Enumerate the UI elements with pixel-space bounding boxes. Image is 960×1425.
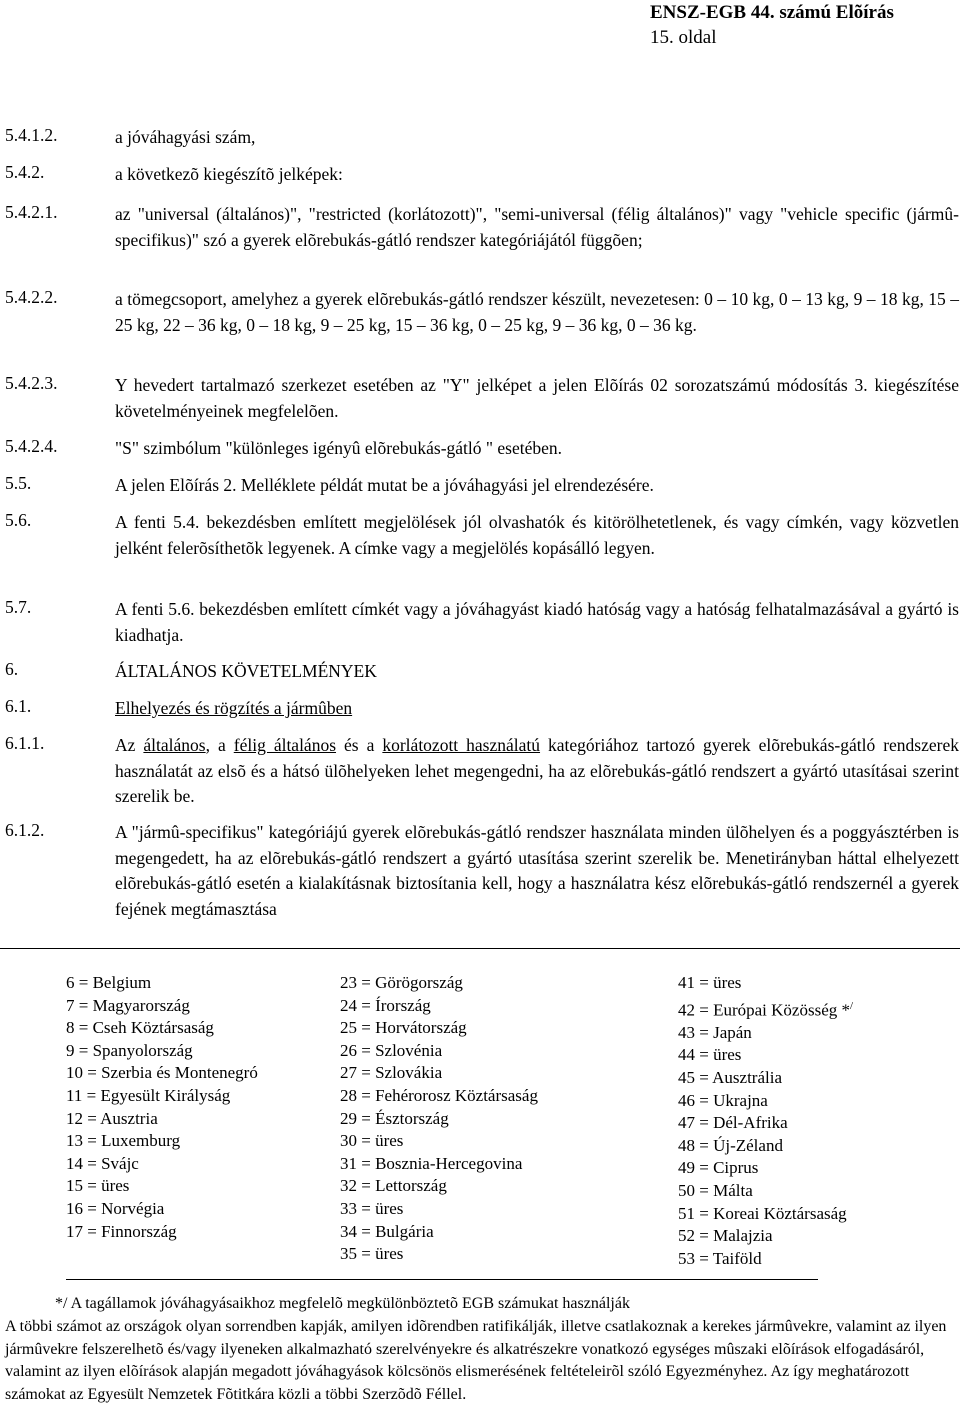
country-code-item: 11 = Egyesült Királyság bbox=[66, 1085, 231, 1105]
section-text: A jelen Elõírás 2. Melléklete példát mutat be a jóváhagyási jel elrendezésére. bbox=[115, 475, 654, 495]
country-code-item: 33 = üres bbox=[340, 1198, 404, 1218]
country-code-item: 26 = Szlovénia bbox=[340, 1040, 443, 1060]
section-number: 6.1.2. bbox=[5, 820, 45, 840]
country-code-item: 30 = üres bbox=[340, 1131, 404, 1151]
section-6-1-1 bbox=[5, 733, 959, 810]
section-6 bbox=[5, 659, 959, 685]
country-code-item: 6 = Belgium bbox=[66, 973, 152, 992]
section-number: 5.4.2.4. bbox=[5, 436, 58, 456]
country-code-item: 34 = Bulgária bbox=[340, 1221, 434, 1241]
country-code-item: 46 = Ukrajna bbox=[678, 1090, 768, 1110]
country-code-item: 14 = Svájc bbox=[66, 1153, 139, 1173]
country-code-item: 10 = Szerbia és Montenegró bbox=[66, 1063, 258, 1083]
footnote-paragraph: A többi számot az országok olyan sorrendben kapják, amilyen idõrendben ratifikálják, illetve csatlakoznak a kerekes jármûvekre, valamint az ilyen jármûvekre felszerelhetõ és/vagy ilyeneken alkalmazható szerelvényekre és alkatrészekre vonatkozó egységes mûszaki elõírások elfogadásáról, valamint az ilyen elõírások alapján megadott jóváhagyások kölcsönös elismerésének feltételeirõl szóló Egyezményhez. Az így meghatározott számokat az Egyesült Nemzetek Fõtitkára közli a többi Szerzõdõ Féllel. bbox=[5, 1318, 947, 1404]
page-header bbox=[650, 0, 950, 50]
country-code-item: 7 = Magyarország bbox=[66, 995, 190, 1015]
country-code-item: 47 = Dél-Afrika bbox=[678, 1113, 788, 1133]
section-5-4-1-2 bbox=[5, 125, 959, 151]
country-code-item: 44 = üres bbox=[678, 1045, 742, 1065]
section-number: 5.4.2.3. bbox=[5, 373, 58, 393]
regulation-title: ENSZ-EGB 44. számú Elõírás bbox=[650, 2, 894, 23]
footnote-separator bbox=[0, 948, 960, 949]
underlined-term: korlátozott használatú bbox=[382, 735, 541, 755]
page-number: 15. oldal bbox=[650, 27, 717, 48]
section-5-6 bbox=[5, 510, 959, 561]
section-text: "S" szimbólum "különleges igényû elõrebukás-gátló " esetében. bbox=[115, 438, 563, 458]
country-code-item: 35 = üres bbox=[340, 1244, 404, 1264]
footnote-marker: / bbox=[850, 999, 854, 1012]
country-code-item: 43 = Japán bbox=[678, 1022, 752, 1042]
section-5-5 bbox=[5, 473, 959, 499]
section-text: a jóváhagyási szám, bbox=[115, 127, 256, 147]
country-code-item: 27 = Szlovákia bbox=[340, 1063, 443, 1083]
section-text: A fenti 5.6. bekezdésben említett címkét vagy a jóváhagyást kiadó hatóság vagy a hatóság felhatalmazásával a gyártó is kiadhatja. bbox=[115, 599, 959, 645]
country-column-3 bbox=[678, 972, 853, 1270]
section-text: a következõ kiegészítõ jelképek: bbox=[115, 164, 343, 184]
country-code-item: 32 = Lettország bbox=[340, 1176, 447, 1196]
section-5-7 bbox=[5, 597, 959, 648]
section-number: 6.1. bbox=[5, 696, 32, 716]
country-code-item: 51 = Koreai Köztársaság bbox=[678, 1203, 847, 1223]
section-text: A "jármû-specifikus" kategóriájú gyerek elõrebukás-gátló rendszer használata minden ülõhelyen és a poggyásztérben is megengedett, ha az elõrebukás-gátló rendszert a gyártó utasítása szerint szerelik be. Menetirányban háttal elhelyezett elõrebukás-gátló esetén a kialakításnak biztosítania kell, hogy a használatra kész elõrebukás-gátló rendszernél a gyerek fejének megtámasztása bbox=[115, 822, 959, 919]
section-text: Y hevedert tartalmazó szerkezet esetében az "Y" jelképet a jelen Elõírás 02 sorozatszámú módosítás 3. kiegészítése követelményeinek megfelelõen. bbox=[115, 375, 959, 421]
section-5-4-2-2 bbox=[5, 287, 959, 338]
section-number: 5.4.2. bbox=[5, 162, 45, 182]
country-code-item: 28 = Fehérorosz Köztársaság bbox=[340, 1085, 538, 1105]
country-code-item: 49 = Ciprus bbox=[678, 1158, 759, 1178]
country-code-item: 29 = Észtország bbox=[340, 1108, 449, 1128]
section-6-1 bbox=[5, 696, 959, 722]
section-number: 5.4.1.2. bbox=[5, 125, 58, 145]
footnote-note: */ A tagállamok jóváhagyásaikhoz megfelelõ megkülönböztetõ EGB számukat használják bbox=[55, 1295, 630, 1312]
country-code-item: 52 = Malajzia bbox=[678, 1226, 773, 1246]
country-column-1 bbox=[66, 972, 258, 1243]
country-code-item: 15 = üres bbox=[66, 1176, 130, 1196]
section-heading: ÁLTALÁNOS KÖVETELMÉNYEK bbox=[115, 661, 377, 681]
section-5-4-2 bbox=[5, 162, 959, 188]
section-text: a tömegcsoport, amelyhez a gyerek elõrebukás-gátló rendszer készült, nevezetesen: 0 – 10 kg, 0 – 13 kg, 9 – 18 kg, 15 – 25 kg, 22 – 36 kg, 0 – 18 kg, 9 – 25 kg, 15 – 36 kg, 0 – 25 kg, 9 – 36 kg, 0 – 36 kg. bbox=[115, 289, 959, 335]
section-heading: Elhelyezés és rögzítés a jármûben bbox=[115, 698, 353, 718]
country-code-item: 48 = Új-Zéland bbox=[678, 1135, 783, 1155]
country-code-item: 41 = üres bbox=[678, 973, 742, 992]
country-code-item: 17 = Finnország bbox=[66, 1221, 177, 1241]
section-text: az "universal (általános)", "restricted (korlátozott)", "semi-universal (félig általános)" vagy "vehicle specific (jármû-specifikus)" szó a gyerek elõrebukás-gátló rendszer kategóriájától függõen; bbox=[115, 204, 959, 250]
country-code-item: 42 = Európai Közösség */ bbox=[678, 999, 854, 1020]
country-code-item: 50 = Málta bbox=[678, 1181, 753, 1200]
country-code-item: 16 = Norvégia bbox=[66, 1198, 165, 1218]
country-code-item: 53 = Taiföld bbox=[678, 1248, 762, 1268]
section-text: A fenti 5.4. bekezdésben említett megjelölések jól olvashatók és kitörölhetetlenek, és vagy címkén, vagy közvetlen jelként felerõsíthetõk legyenek. A címke vagy a megjelölés kopásálló legyen. bbox=[115, 512, 959, 558]
country-code-item: 12 = Ausztria bbox=[66, 1108, 158, 1128]
country-code-item: 25 = Horvátország bbox=[340, 1018, 467, 1038]
section-number: 5.6. bbox=[5, 510, 32, 530]
country-code-item: 8 = Cseh Köztársaság bbox=[66, 1018, 214, 1038]
section-number: 5.4.2.2. bbox=[5, 287, 58, 307]
country-column-2 bbox=[340, 972, 538, 1266]
section-number: 5.5. bbox=[5, 473, 32, 493]
section-number: 6.1.1. bbox=[5, 733, 45, 753]
section-5-4-2-3 bbox=[5, 373, 959, 424]
section-number: 6. bbox=[5, 659, 19, 679]
section-5-4-2-1 bbox=[5, 202, 959, 253]
country-code-item: 24 = Írország bbox=[340, 995, 431, 1015]
country-code-item: 31 = Bosznia-Hercegovina bbox=[340, 1153, 523, 1173]
underlined-term: általános bbox=[143, 735, 206, 755]
section-number: 5.4.2.1. bbox=[5, 202, 58, 222]
footnote-rule bbox=[66, 1279, 818, 1280]
section-number: 5.7. bbox=[5, 597, 32, 617]
country-code-item: 23 = Görögország bbox=[340, 973, 463, 992]
underlined-term: félig általános bbox=[233, 735, 337, 755]
section-6-1-2 bbox=[5, 820, 959, 922]
country-code-item: 45 = Ausztrália bbox=[678, 1068, 783, 1088]
section-5-4-2-4 bbox=[5, 436, 959, 462]
country-code-item: 13 = Luxemburg bbox=[66, 1131, 181, 1151]
country-code-item: 9 = Spanyolország bbox=[66, 1040, 193, 1060]
section-text: Az általános, a félig általános és a korlátozott használatú kategóriához tartozó gyerek elõrebukás-gátló rendszerek használatát az elsõ és a hátsó ülõhelyeken lehet megengedni, ha az elõrebukás-gátló rendszert a gyártó utasításai szerint szerelik be. bbox=[115, 735, 959, 806]
